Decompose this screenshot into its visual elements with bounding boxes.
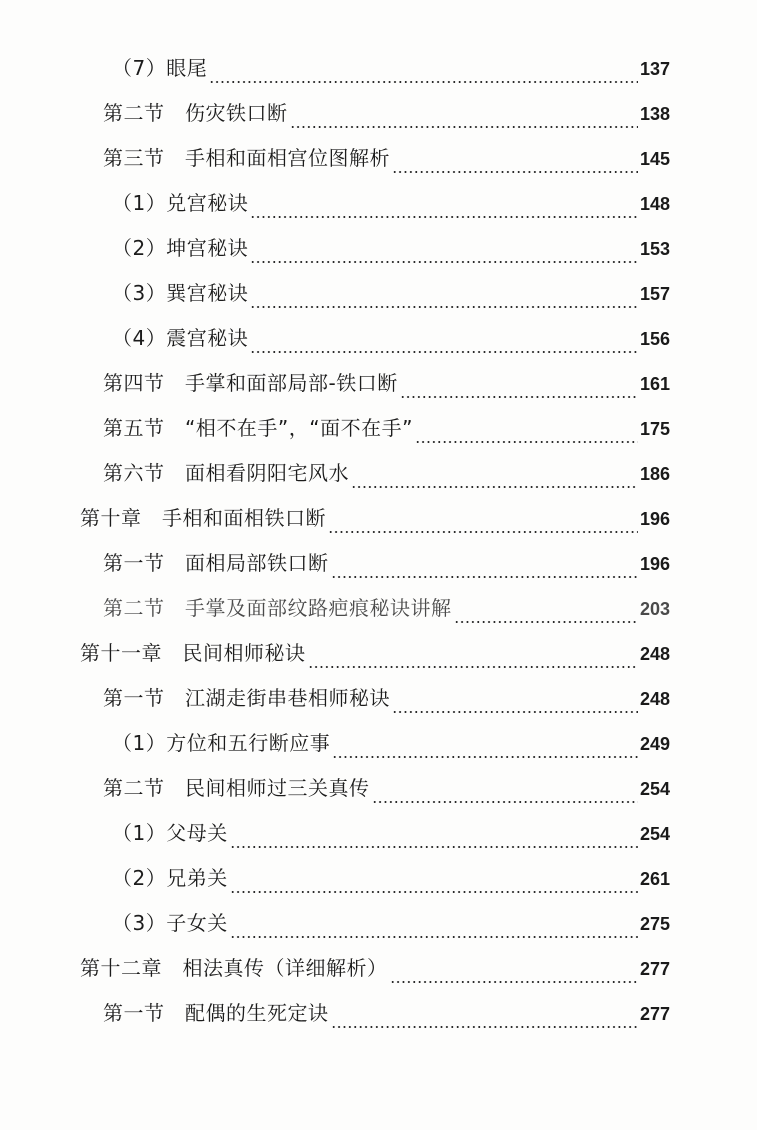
- toc-entry[interactable]: [112, 52, 670, 96]
- toc-entry[interactable]: [103, 772, 670, 816]
- toc-entry[interactable]: [112, 277, 670, 321]
- toc-entry[interactable]: [80, 637, 670, 681]
- toc-entry-title: 第五节 “相不在手”，“面不在手”: [103, 416, 413, 440]
- toc-entry-page-number: 261: [639, 869, 670, 889]
- dot-leader: [328, 530, 638, 534]
- toc-entry-title: （3）巽宫秘诀: [112, 281, 249, 305]
- toc-entry-title: 第二节 手掌及面部纹路疤痕秘诀讲解: [103, 596, 452, 620]
- toc-entry-page-number: 175: [639, 419, 670, 439]
- toc-entry[interactable]: [103, 682, 670, 726]
- toc-entry-page-number: 186: [639, 464, 670, 484]
- toc-entry-title: （2）坤宫秘诀: [112, 236, 249, 260]
- toc-entry[interactable]: [112, 817, 670, 861]
- toc-entry-title: 第十章 手相和面相铁口断: [80, 506, 326, 530]
- toc-entry[interactable]: [112, 322, 670, 366]
- toc-entry[interactable]: [80, 952, 670, 996]
- toc-entry-page-number: 275: [639, 914, 670, 934]
- dot-leader: [230, 935, 638, 939]
- toc-entry-title: 第一节 配偶的生死定诀: [103, 1001, 329, 1025]
- dot-leader: [415, 440, 638, 444]
- toc-entry-page-number: 196: [639, 554, 670, 574]
- toc-entry-title: 第一节 江湖走街串巷相师秘诀: [103, 686, 390, 710]
- toc-entry-page-number: 161: [639, 374, 670, 394]
- dot-leader: [392, 710, 638, 714]
- toc-entry-title: 第一节 面相局部铁口断: [103, 551, 329, 575]
- toc-entry[interactable]: [80, 502, 670, 546]
- dot-leader: [392, 170, 638, 174]
- dot-leader: [331, 1025, 638, 1029]
- toc-entry[interactable]: [103, 997, 670, 1041]
- dot-leader: [400, 395, 638, 399]
- toc-entry-title: 第四节 手掌和面部局部-铁口断: [103, 371, 398, 395]
- toc-entry-page-number: 138: [639, 104, 670, 124]
- toc-entry-title: （1）父母关: [112, 821, 228, 845]
- dot-leader: [372, 800, 638, 804]
- toc-entry-page-number: 137: [639, 59, 670, 79]
- toc-entry-page-number: 249: [639, 734, 670, 754]
- toc-entry-title: （1）兑宫秘诀: [112, 191, 249, 215]
- toc-entry-title: （3）子女关: [112, 911, 228, 935]
- dot-leader: [332, 755, 638, 759]
- dot-leader: [250, 350, 638, 354]
- toc-entry[interactable]: [103, 457, 670, 501]
- toc-entry[interactable]: [112, 187, 670, 231]
- toc-entry[interactable]: [112, 232, 670, 276]
- toc-entry-title: （2）兄弟关: [112, 866, 228, 890]
- toc-entry[interactable]: [103, 547, 670, 591]
- toc-entry[interactable]: [112, 862, 670, 906]
- toc-entry-page-number: 148: [639, 194, 670, 214]
- dot-leader: [230, 845, 638, 849]
- toc-entry-page-number: 248: [639, 644, 670, 664]
- toc-entry-title: （7）眼尾: [112, 56, 208, 80]
- dot-leader: [209, 80, 638, 84]
- toc-entry-page-number: 277: [639, 959, 670, 979]
- dot-leader: [250, 215, 638, 219]
- toc-entry-title: （4）震宫秘诀: [112, 326, 249, 350]
- toc-entry-page-number: 157: [639, 284, 670, 304]
- toc-entry-page-number: 254: [639, 779, 670, 799]
- toc-entry[interactable]: [112, 727, 670, 771]
- dot-leader: [454, 620, 638, 624]
- toc-entry-page-number: 196: [639, 509, 670, 529]
- toc-entry-page-number: 153: [639, 239, 670, 259]
- toc-entry-title: 第十二章 相法真传（详细解析）: [80, 956, 388, 980]
- dot-leader: [230, 890, 638, 894]
- toc-entry[interactable]: [112, 907, 670, 951]
- toc-entry[interactable]: [103, 97, 670, 141]
- toc-entry-title: 第六节 面相看阴阳宅风水: [103, 461, 349, 485]
- toc-entry-title: 第十一章 民间相师秘诀: [80, 641, 306, 665]
- toc-entry-page-number: 203: [639, 599, 670, 619]
- toc-entry[interactable]: [103, 367, 670, 411]
- toc-entry-title: 第三节 手相和面相宫位图解析: [103, 146, 390, 170]
- dot-leader: [290, 125, 638, 129]
- toc-entry-page-number: 145: [639, 149, 670, 169]
- toc-entry-title: 第二节 民间相师过三关真传: [103, 776, 370, 800]
- dot-leader: [308, 665, 638, 669]
- dot-leader: [331, 575, 638, 579]
- toc-entry-page-number: 254: [639, 824, 670, 844]
- dot-leader: [250, 260, 638, 264]
- toc-entry[interactable]: [103, 142, 670, 186]
- toc-entry-page-number: 156: [639, 329, 670, 349]
- dot-leader: [250, 305, 638, 309]
- toc-entry-page-number: 248: [639, 689, 670, 709]
- toc-entry[interactable]: [103, 412, 670, 456]
- dot-leader: [390, 980, 638, 984]
- toc-entry-title: 第二节 伤灾铁口断: [103, 101, 288, 125]
- toc-entry-page-number: 277: [639, 1004, 670, 1024]
- toc-entry[interactable]: [103, 592, 670, 636]
- dot-leader: [351, 485, 638, 489]
- toc-entry-title: （1）方位和五行断应事: [112, 731, 331, 755]
